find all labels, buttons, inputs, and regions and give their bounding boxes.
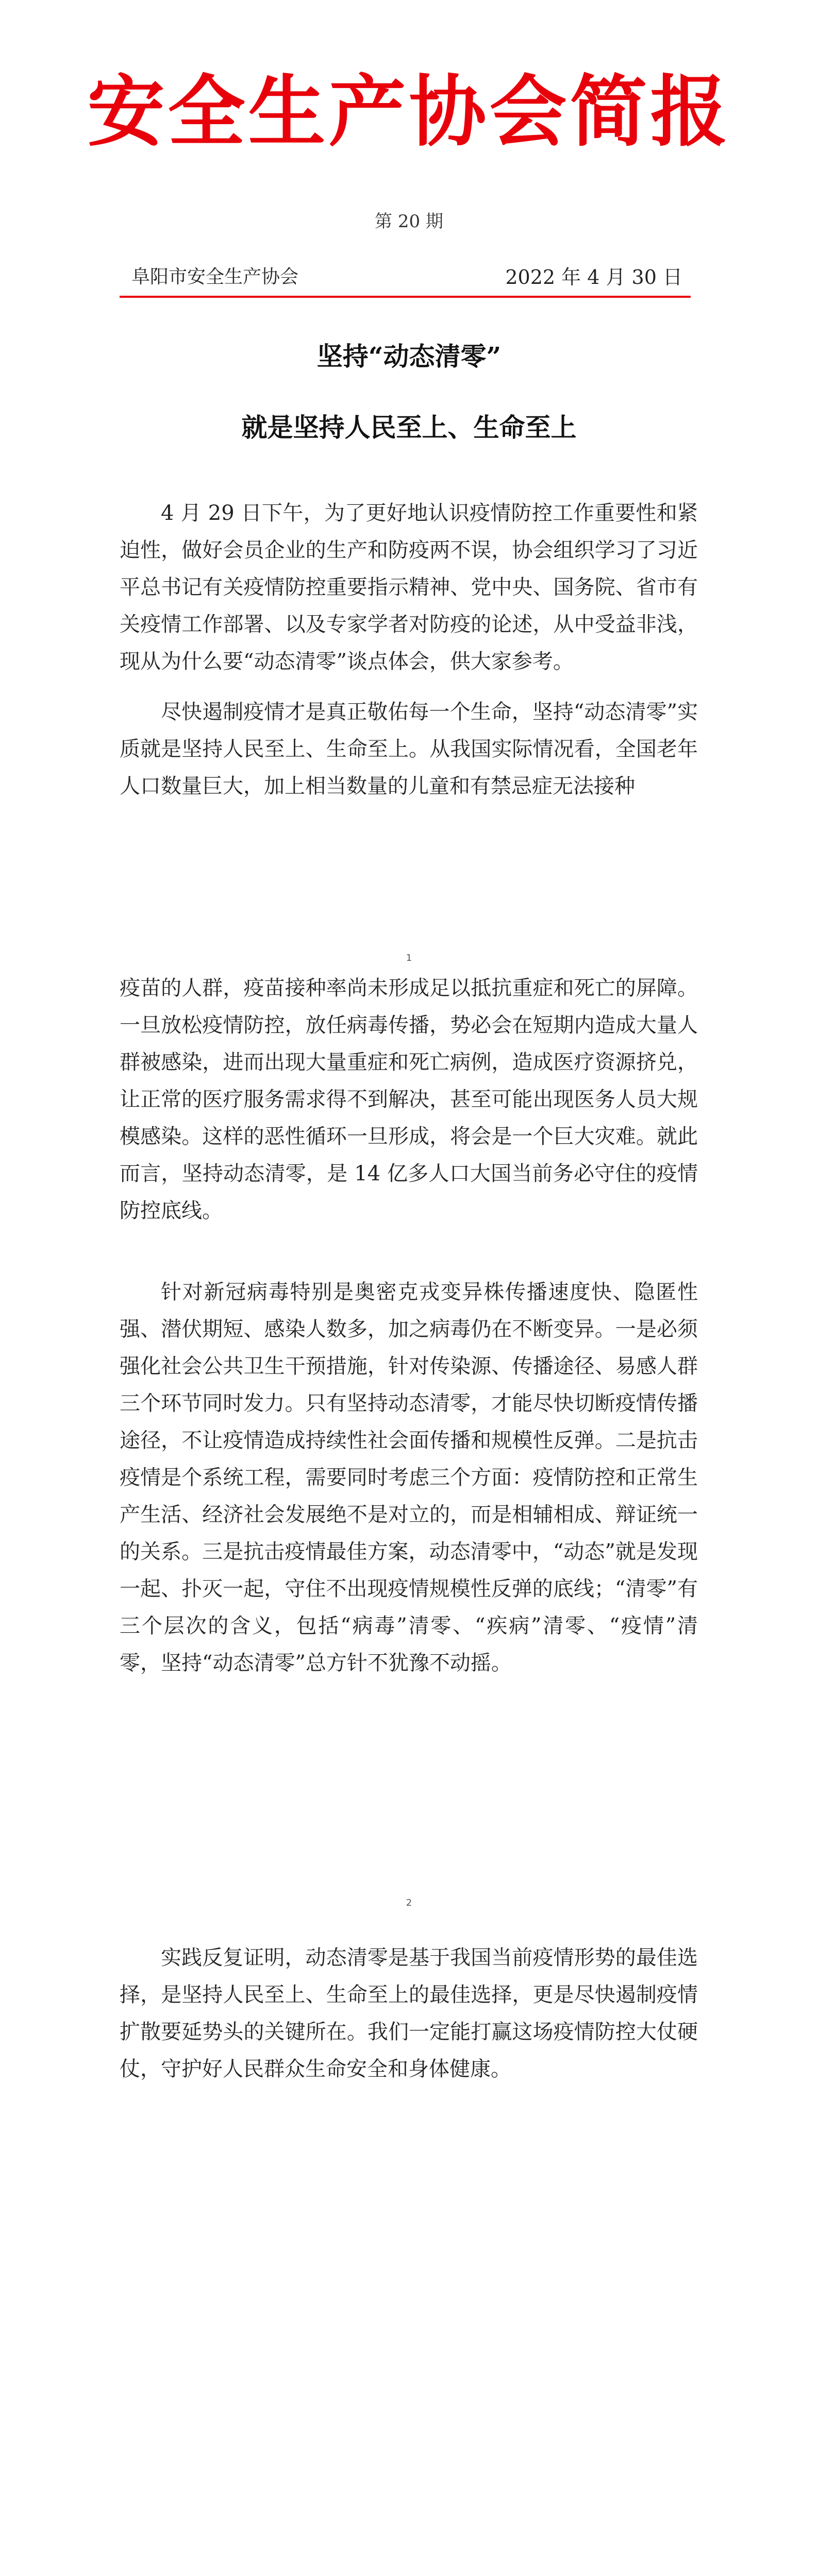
page-number-2: 2 — [406, 1897, 412, 1908]
article-subtitle: 就是坚持人民至上、生命至上 — [241, 412, 577, 443]
issue-number: 第 20 期 — [375, 211, 443, 232]
header-divider — [120, 296, 691, 298]
paragraph-3: 针对新冠病毒特别是奥密克戎变异株传播速度快、隐匿性强、潜伏期短、感染人数多，加之病毒仍在不断变异。一是必须强化社会公共卫生干预措施，针对传染源、传播途径、易感人群三个环节同时发力。只有坚持动态清零，才能尽快切断疫情传播途径，不让疫情造成持续性社会面传播和规模性反弹。二是抗击疫情是个系统工程，需要同时考虑三个方面：疫情防控和正常生产生活、经济社会发展绝不是对立的，而是相辅相成、辩证统一的关系。三是抗击疫情最佳方案，动态清零中，“动态”就是发现一起、扑灭一起，守住不出现疫情规模性反弹的底线；“清零”有三个层次的含义，包括“病毒”清零、“疾病”清零、“疫情”清零，坚持“动态清零”总方针不犹豫不动摇。 — [120, 1280, 698, 1675]
paragraph-2: 尽快遏制疫情才是真正敬佑每一个生命，坚持“动态清零”实质就是坚持人民至上、生命至上。从我国实际情况看，全国老年人口数量巨大，加上相当数量的儿童和有禁忌症无法接种 — [120, 700, 698, 798]
page-number-1: 1 — [406, 953, 412, 963]
paragraph-2-continued: 疫苗的人群，疫苗接种率尚未形成足以抵抗重症和死亡的屏障。一旦放松疫情防控，放任病毒传播，势必会在短期内造成大量人群被感染，进而出现大量重症和死亡病例，造成医疗资源挤兑，让正常的医疗服务需求得不到解决，甚至可能出现医务人员大规模感染。这样的恶性循环一旦形成，将会是一个巨大灾难。就此而言，坚持动态清零，是 14 亿多人口大国当前务必守住的疫情防控底线。 — [120, 976, 698, 1223]
bulletin-title: 安全生产协会简报 — [87, 67, 731, 157]
article-title: 坚持“动态清零” — [316, 341, 502, 371]
publish-date: 2022 年 4 月 30 日 — [505, 266, 682, 289]
paragraph-4: 实践反复证明，动态清零是基于我国当前疫情形势的最佳选择，是坚持人民至上、生命至上的最佳选择，更是尽快遏制疫情扩散要延势头的关键所在。我们一定能打赢这场疫情防控大仗硬仗，守护好人民群众生命安全和身体健康。 — [120, 1946, 698, 2081]
publisher-name: 阜阳市安全生产协会 — [131, 266, 299, 287]
paragraph-1: 4 月 29 日下午，为了更好地认识疫情防控工作重要性和紧迫性，做好会员企业的生产和防疫两不误，协会组织学习了习近平总书记有关疫情防控重要指示精神、党中央、国务院、省市有关疫情工作部署、以及专家学者对防疫的论述，从中受益非浅，现从为什么要“动态清零”谈点体会，供大家参考。 — [120, 501, 698, 673]
